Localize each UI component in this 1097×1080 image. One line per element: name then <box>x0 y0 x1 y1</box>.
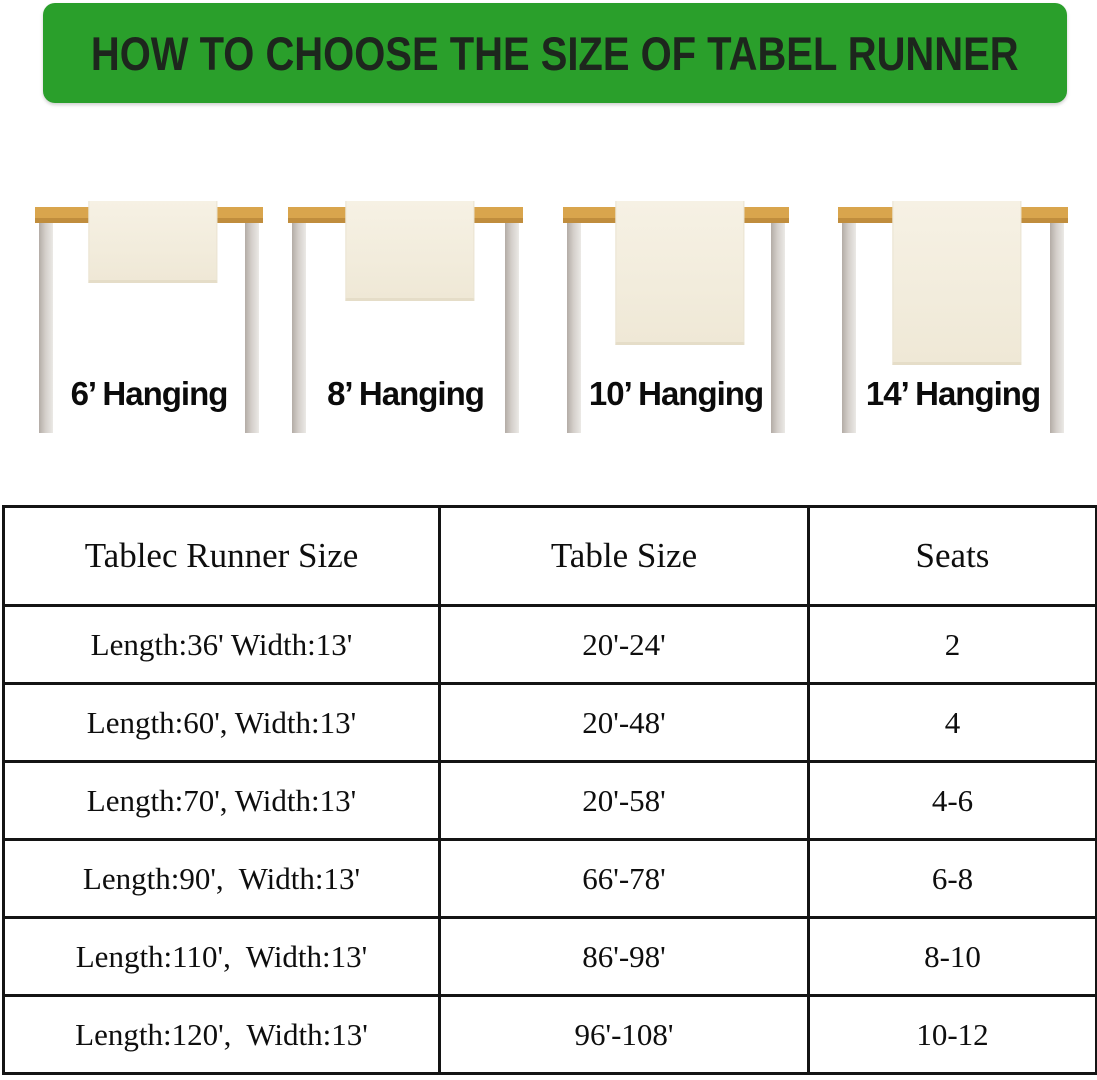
hanging-label: 6’ Hanging <box>70 375 228 412</box>
cell-seats: 10-12 <box>809 996 1097 1074</box>
cell-table-size: 20'-48' <box>440 684 809 762</box>
table-row <box>4 606 1097 684</box>
cell-seats: 4 <box>809 684 1097 762</box>
cell-runner-size: Length:110', Width:13' <box>4 918 440 996</box>
header-seats: Seats <box>809 507 1097 606</box>
cell-runner-size: Length:120', Width:13' <box>4 996 440 1074</box>
table-runner <box>88 201 217 283</box>
table-row <box>4 840 1097 918</box>
size-chart-table <box>2 505 1097 1075</box>
cell-table-size: 96'-108' <box>440 996 809 1074</box>
cell-seats: 4-6 <box>809 762 1097 840</box>
cell-runner-size: Length:90', Width:13' <box>4 840 440 918</box>
hanging-label: 14’ Hanging <box>865 375 1041 412</box>
table-illustration-14-hanging <box>838 195 1068 441</box>
table-row <box>4 684 1097 762</box>
hanging-label: 8’ Hanging <box>327 375 484 412</box>
table-illustration-6-hanging <box>35 195 263 441</box>
table-row <box>4 762 1097 840</box>
cell-runner-size: Length:60', Width:13' <box>4 684 440 762</box>
cell-table-size: 86'-98' <box>440 918 809 996</box>
cell-seats: 2 <box>809 606 1097 684</box>
table-runner <box>345 201 474 301</box>
title-banner <box>43 3 1067 103</box>
header-table-size: Table Size <box>440 507 809 606</box>
table-runner <box>892 201 1021 365</box>
table-header-row <box>4 507 1097 606</box>
table-runner <box>615 201 744 345</box>
hanging-label: 10’ Hanging <box>588 375 764 412</box>
cell-seats: 8-10 <box>809 918 1097 996</box>
cell-runner-size: Length:36' Width:13' <box>4 606 440 684</box>
page-title: HOW TO CHOOSE THE SIZE OF TABEL RUNNER <box>91 26 1019 80</box>
table-illustration-8-hanging <box>288 195 523 441</box>
cell-table-size: 20'-24' <box>440 606 809 684</box>
header-runner-size: Tablec Runner Size <box>4 507 440 606</box>
cell-table-size: 20'-58' <box>440 762 809 840</box>
table-illustration-10-hanging <box>563 195 789 441</box>
cell-runner-size: Length:70', Width:13' <box>4 762 440 840</box>
cell-seats: 6-8 <box>809 840 1097 918</box>
table-row <box>4 918 1097 996</box>
cell-table-size: 66'-78' <box>440 840 809 918</box>
table-row <box>4 996 1097 1074</box>
